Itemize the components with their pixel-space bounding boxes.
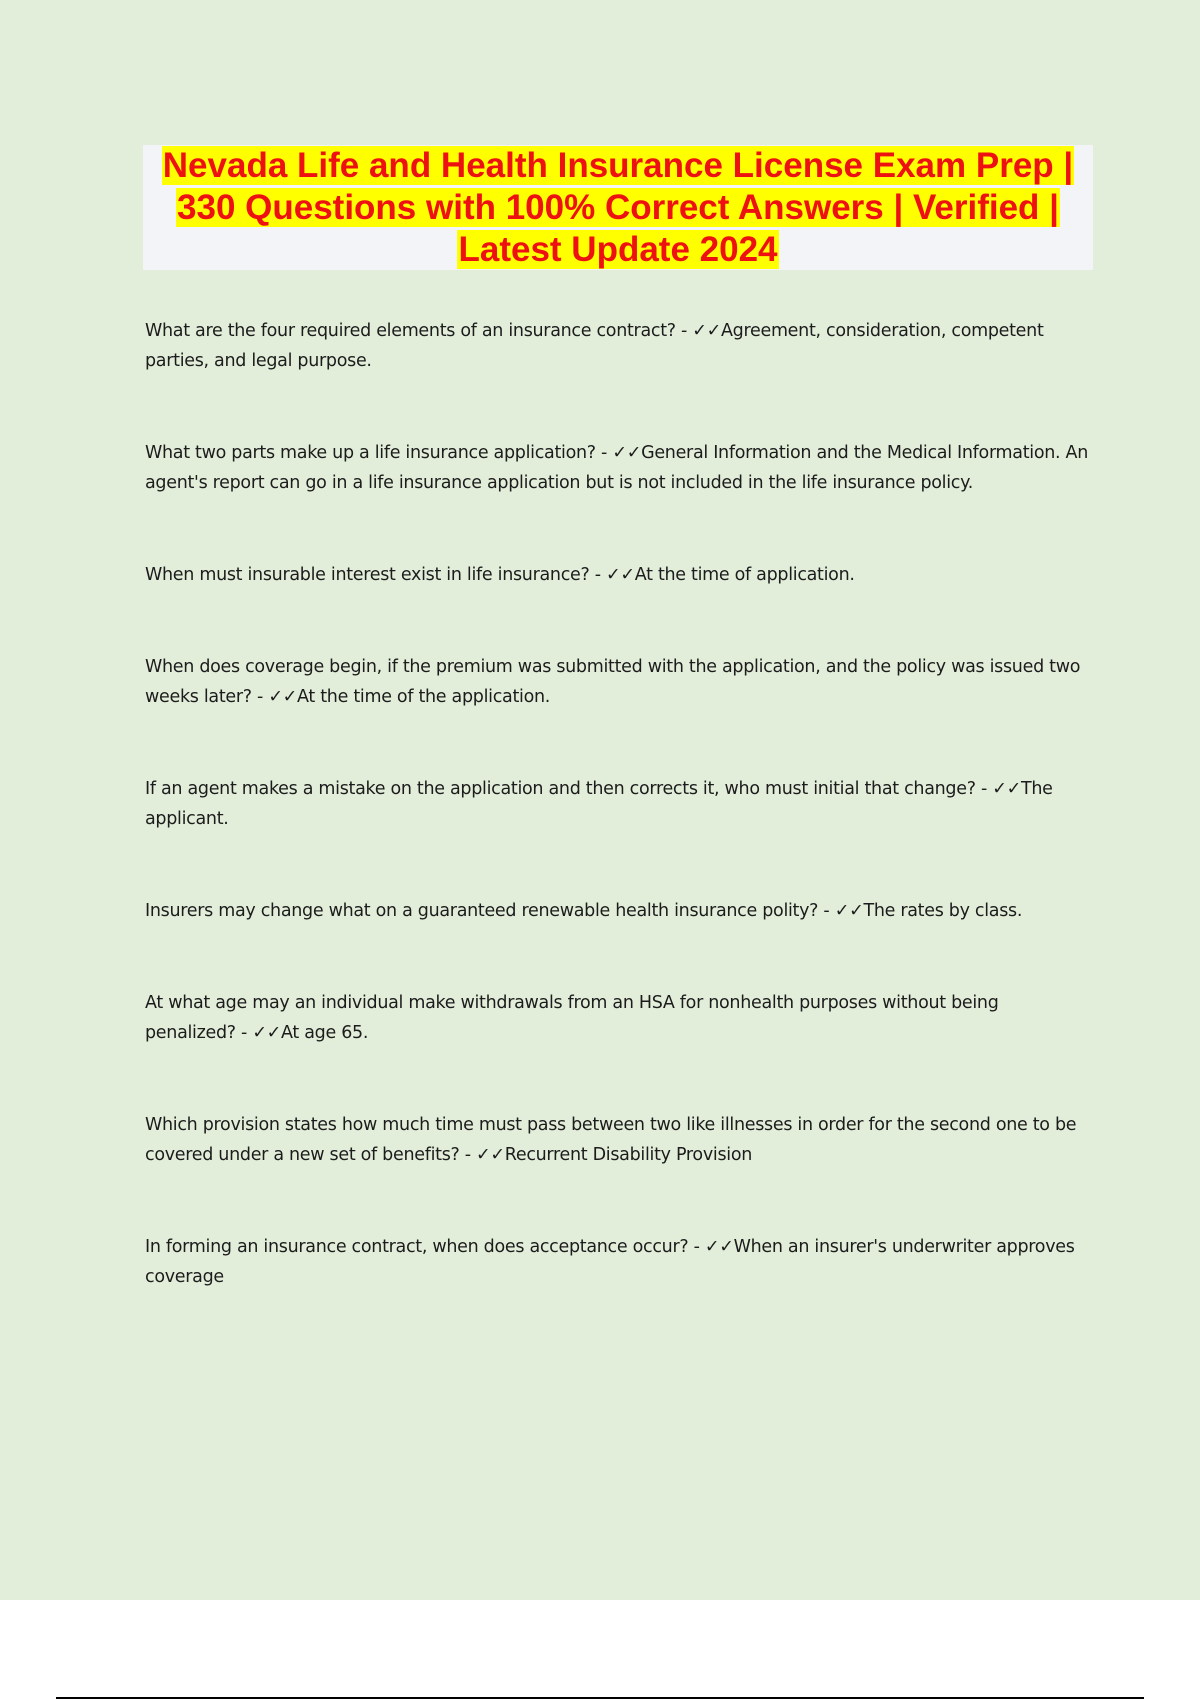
footer-divider <box>56 1697 1144 1699</box>
qa-answer: When an insurer's underwriter approves coverage <box>145 1237 1075 1287</box>
qa-question: If an agent makes a mistake on the application and then corrects it, who must initial that change? - <box>145 779 993 799</box>
qa-question: At what age may an individual make withdrawals from an HSA for nonhealth purposes without being penalized? - <box>145 993 999 1043</box>
check-mark-icon: ✓✓ <box>834 901 864 921</box>
qa-answer: At the time of application. <box>634 565 855 585</box>
qa-answer: General Information and the Medical Information. An agent's report can go in a life insurance application but is not included in the life insurance policy. <box>145 443 1089 493</box>
check-mark-icon: ✓✓ <box>252 1023 282 1043</box>
qa-answer: At the time of the application. <box>297 687 551 707</box>
qa-answer: The rates by class. <box>863 901 1023 921</box>
qa-question: Insurers may change what on a guaranteed renewable health insurance polity? - <box>145 901 835 921</box>
check-mark-icon: ✓✓ <box>992 779 1021 799</box>
check-mark-icon: ✓✓ <box>476 1145 505 1165</box>
qa-answer: Agreement, consideration, competent parties, and legal purpose. <box>145 321 1044 371</box>
qa-answer: At age 65. <box>281 1023 369 1043</box>
qa-item <box>145 438 1090 498</box>
check-mark-icon: ✓✓ <box>692 321 722 341</box>
qa-question: What two parts make up a life insurance application? - <box>145 443 613 463</box>
title-box <box>143 145 1093 270</box>
qa-question: In forming an insurance contract, when does acceptance occur? - <box>145 1237 705 1257</box>
check-mark-icon: ✓✓ <box>704 1237 734 1257</box>
check-mark-icon: ✓✓ <box>268 687 298 707</box>
qa-question: When does coverage begin, if the premium was submitted with the application, and the policy was issued two weeks later? - <box>145 657 1081 707</box>
qa-item <box>145 652 1090 712</box>
qa-answer: The applicant. <box>145 779 1053 829</box>
qa-item <box>145 896 1090 926</box>
qa-item <box>145 316 1090 376</box>
qa-item <box>145 560 1090 590</box>
qa-question: Which provision states how much time must pass between two like illnesses in order for the second one to be covered under a new set of benefits? - <box>145 1115 1077 1165</box>
check-mark-icon: ✓✓ <box>606 565 635 585</box>
qa-answer: Recurrent Disability Provision <box>504 1145 753 1165</box>
qa-item <box>145 1232 1090 1292</box>
qa-question: What are the four required elements of an insurance contract? - <box>145 321 693 341</box>
qa-item <box>145 988 1090 1048</box>
check-mark-icon: ✓✓ <box>612 443 642 463</box>
qa-item <box>145 1110 1090 1170</box>
qa-item <box>145 774 1090 834</box>
qa-list <box>145 316 1090 1354</box>
document-title: Nevada Life and Health Insurance License Exam Prep | 330 Questions with 100% Correct Answers | Verified | Latest Update 2024 <box>162 146 1074 269</box>
qa-question: When must insurable interest exist in life insurance? - <box>145 565 607 585</box>
